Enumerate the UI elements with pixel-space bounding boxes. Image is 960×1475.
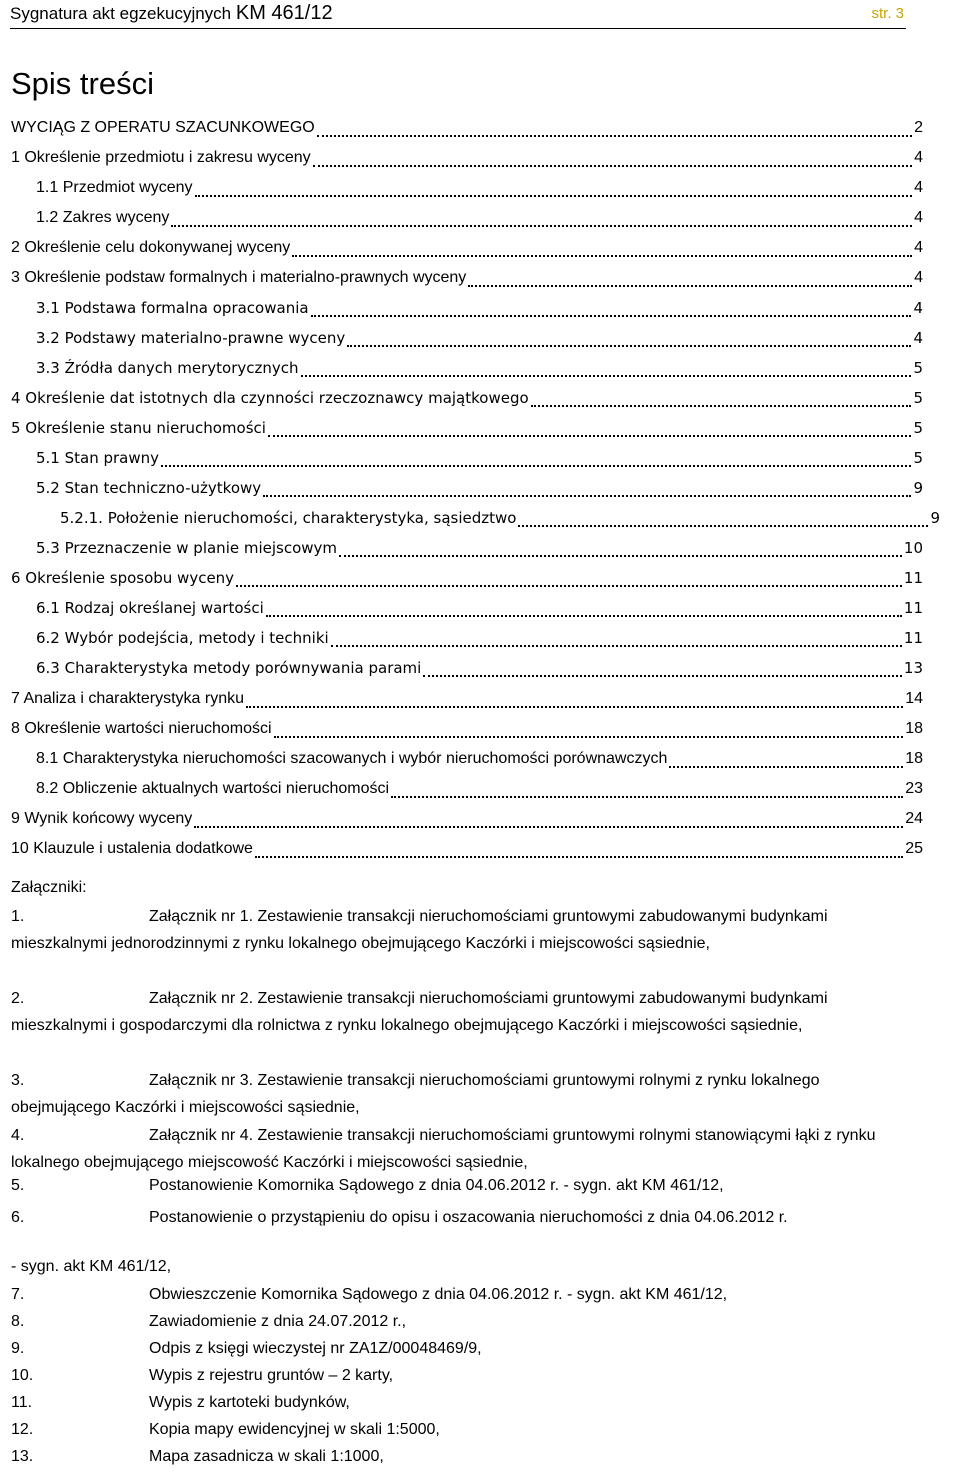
toc-entry[interactable] — [36, 539, 923, 563]
toc-entry[interactable] — [11, 840, 923, 864]
toc-entry-label: 5.1 Stan prawny — [36, 449, 160, 467]
attachment-text: Postanowienie o przystąpieniu do opisu i oszacowania nieruchomości z dnia 04.06.2012 r. — [149, 1209, 788, 1226]
header-case-number: KM 461/12 — [235, 2, 333, 24]
toc-entry-page: 5 — [913, 389, 923, 407]
toc-dot-leader — [468, 285, 912, 287]
toc-entry-label: 8 Określenie wartości nieruchomości — [11, 720, 272, 737]
toc-entry-label: 8.2 Obliczenie aktualnych wartości nieruchomości — [36, 780, 390, 797]
attachment-item — [11, 1367, 393, 1385]
attachment-text: Wypis z rejestru gruntów – 2 karty, — [149, 1367, 394, 1384]
attachment-text: Wypis z kartoteki budynków, — [149, 1394, 350, 1411]
attachment-item — [11, 1340, 482, 1358]
attachment-item — [11, 1394, 350, 1412]
toc-dot-leader — [263, 495, 911, 497]
attachment-text: Załącznik nr 1. Zestawienie transakcji nieruchomościami gruntowymi zabudowanymi budynkami mieszkalnymi jednorodzinnymi z rynku lokalnego obejmującego Kaczórki i miejscowości sąsiednie, — [11, 908, 828, 953]
toc-dot-leader — [274, 736, 904, 738]
toc-entry-label: 2 Określenie celu dokonywanej wyceny — [11, 239, 291, 256]
toc-entry[interactable] — [11, 720, 923, 744]
toc-entry-page: 4 — [913, 329, 923, 347]
toc-entry-label: 1.2 Zakres wyceny — [36, 209, 170, 226]
header-signature-text: Sygnatura akt egzekucyjnych — [10, 4, 232, 23]
toc-dot-leader — [423, 675, 902, 677]
toc-entry-label: 1.1 Przedmiot wyceny — [36, 179, 193, 196]
toc-dot-leader — [311, 315, 912, 317]
toc-entry[interactable] — [36, 750, 923, 774]
attachment-item — [11, 1067, 911, 1122]
attachment-number: 13. — [11, 1448, 34, 1465]
toc-entry-page: 23 — [905, 780, 923, 797]
toc-entry-label: 4 Określenie dat istotnych dla czynności rzeczoznawcy majątkowego — [11, 389, 529, 407]
toc-dot-leader — [255, 856, 903, 858]
toc-entry-page: 5 — [913, 449, 923, 467]
toc-entry[interactable] — [36, 209, 923, 233]
toc-entry[interactable] — [36, 479, 923, 503]
attachment-text: Mapa zasadnicza w skali 1:1000, — [149, 1448, 384, 1465]
toc-entry[interactable] — [11, 419, 923, 443]
toc-entry-label: 6.2 Wybór podejścia, metody i techniki — [36, 629, 329, 647]
toc-entry-page: 5 — [913, 359, 923, 377]
attachment-number: 6. — [11, 1209, 25, 1226]
attachment-text: Postanowienie Komornika Sądowego z dnia 04.06.2012 r. - sygn. akt KM 461/12, — [149, 1177, 724, 1194]
toc-entry[interactable] — [11, 239, 923, 263]
attachment-text: Obwieszczenie Komornika Sądowego z dnia 04.06.2012 r. - sygn. akt KM 461/12, — [149, 1286, 728, 1303]
attachment-item — [11, 1421, 440, 1439]
toc-entry[interactable] — [36, 449, 923, 473]
attachment-text: Załącznik nr 3. Zestawienie transakcji nieruchomościami gruntowymi rolnymi z rynku lokalnego obejmującego Kaczórki i miejscowości sąsiednie, — [11, 1072, 820, 1117]
toc-entry-page: 24 — [905, 810, 923, 827]
page-header — [10, 0, 906, 29]
toc-entry-label: 8.1 Charakterystyka nieruchomości szacowanych i wybór nieruchomości porównawczych — [36, 750, 668, 767]
toc-entry[interactable] — [11, 569, 923, 593]
attachment-item — [11, 1177, 724, 1195]
toc-dot-leader — [347, 345, 911, 347]
toc-entry-label: 6 Określenie sposobu wyceny — [11, 569, 235, 587]
attachment-text: Zawiadomienie z dnia 24.07.2012 r., — [149, 1313, 407, 1330]
toc-entry[interactable] — [11, 119, 923, 143]
toc-entry-page: 5 — [913, 419, 923, 437]
page-title: Spis treści — [11, 66, 154, 101]
attachment-number: 1. — [11, 908, 25, 925]
toc-entry[interactable] — [11, 149, 923, 173]
toc-entry[interactable] — [11, 690, 923, 714]
attachment-text: Załącznik nr 2. Zestawienie transakcji nieruchomościami gruntowymi zabudowanymi budynkami mieszkalnymi i gospodarczymi dla rolnictwa z rynku lokalnego obejmującego Kaczórki i miejscowości sąsiednie, — [11, 990, 828, 1035]
toc-entry-page: 4 — [914, 269, 923, 286]
toc-entry-page: 9 — [913, 479, 923, 497]
attachment-number: 7. — [11, 1286, 25, 1303]
toc-entry-page: 4 — [914, 179, 923, 196]
toc-entry-label: 1 Określenie przedmiotu i zakresu wyceny — [11, 149, 311, 166]
toc-entry-label: 5 Określenie stanu nieruchomości — [11, 419, 266, 437]
attachment-number: 12. — [11, 1421, 34, 1438]
toc-entry-label: 5.2 Stan techniczno-użytkowy — [36, 479, 262, 497]
toc-entry-page: 9 — [930, 509, 940, 527]
toc-entry-page: 13 — [903, 659, 923, 677]
attachment-number: 5. — [11, 1177, 25, 1194]
toc-entry-label: 6.1 Rodzaj określanej wartości — [36, 599, 264, 617]
toc-entry-label: 5.3 Przeznaczenie w planie miejscowym — [36, 539, 338, 557]
toc-dot-leader — [669, 766, 903, 768]
toc-entry[interactable] — [36, 629, 923, 653]
attachment-number: 9. — [11, 1340, 25, 1357]
toc-entry-label: 3.1 Podstawa formalna opracowania — [36, 299, 309, 317]
toc-entry[interactable] — [36, 299, 923, 323]
toc-dot-leader — [161, 465, 911, 467]
toc-entry[interactable] — [36, 780, 923, 804]
toc-entry-page: 4 — [913, 299, 923, 317]
toc-dot-leader — [194, 826, 903, 828]
toc-entry-page: 18 — [905, 720, 923, 737]
toc-entry-page: 14 — [905, 690, 923, 707]
attachment-item — [11, 1313, 406, 1331]
toc-dot-leader — [331, 645, 902, 647]
toc-dot-leader — [266, 615, 902, 617]
toc-entry-page: 10 — [903, 539, 923, 557]
attachment-text: - sygn. akt KM 461/12, — [11, 1258, 172, 1275]
toc-entry-page: 18 — [905, 750, 923, 767]
toc-entry-label: 3 Określenie podstaw formalnych i materialno-prawnych wyceny — [11, 269, 467, 286]
attachments-heading: Załączniki: — [11, 879, 87, 896]
attachment-item — [11, 1448, 384, 1466]
toc-dot-leader — [246, 706, 903, 708]
toc-dot-leader — [292, 255, 912, 257]
attachment-item — [11, 1122, 911, 1177]
attachment-item — [11, 903, 911, 958]
header-signature — [10, 2, 333, 25]
attachment-number: 4. — [11, 1127, 25, 1144]
toc-entry-page: 4 — [914, 209, 923, 226]
toc-entry-label: 9 Wynik końcowy wyceny — [11, 810, 193, 827]
toc-dot-leader — [171, 225, 912, 227]
toc-entry-label: 10 Klauzule i ustalenia dodatkowe — [11, 840, 253, 857]
attachment-number: 10. — [11, 1367, 34, 1384]
toc-entry[interactable] — [36, 329, 923, 353]
toc-dot-leader — [531, 405, 912, 407]
toc-dot-leader — [313, 165, 912, 167]
toc-entry-label: 3.3 Źródła danych merytorycznych — [36, 359, 299, 377]
toc-entry-page: 11 — [903, 599, 923, 617]
attachment-text: Załącznik nr 4. Zestawienie transakcji nieruchomościami gruntowymi rolnymi stanowiącymi łąki z rynku lokalnego obejmującego miejscowość Kaczórki i miejscowości sąsiednie, — [11, 1127, 876, 1172]
toc-entry[interactable] — [11, 810, 923, 834]
toc-entry-page: 11 — [903, 629, 923, 647]
attachment-number: 11. — [11, 1394, 33, 1411]
toc-entry[interactable] — [36, 179, 923, 203]
toc-dot-leader — [236, 585, 902, 587]
toc-entry[interactable] — [36, 599, 923, 623]
toc-entry[interactable] — [36, 359, 923, 383]
toc-dot-leader — [301, 375, 912, 377]
toc-entry-label: WYCIĄG Z OPERATU SZACUNKOWEGO — [11, 119, 315, 136]
toc-dot-leader — [339, 555, 902, 557]
attachment-number: 2. — [11, 990, 25, 1007]
toc-dot-leader — [317, 135, 912, 137]
toc-entry[interactable] — [60, 509, 940, 533]
attachment-number: 3. — [11, 1072, 25, 1089]
toc-entry-label: 5.2.1. Położenie nieruchomości, charakterystyka, sąsiedztwo — [60, 509, 517, 527]
toc-entry-label: 6.3 Charakterystyka metody porównywania parami — [36, 659, 422, 677]
header-page-number: str. 3 — [871, 5, 904, 22]
attachment-item — [11, 985, 911, 1040]
toc-dot-leader — [268, 435, 912, 437]
toc-entry-label: 3.2 Podstawy materialno-prawne wyceny — [36, 329, 346, 347]
toc-entry-page: 4 — [914, 239, 923, 256]
toc-entry-page: 4 — [914, 149, 923, 166]
attachment-text: Odpis z księgi wieczystej nr ZA1Z/00048469/9, — [149, 1340, 482, 1357]
toc-dot-leader — [195, 195, 913, 197]
attachment-item — [11, 1258, 171, 1276]
toc-entry-page: 25 — [905, 840, 923, 857]
toc-entry-label: 7 Analiza i charakterystyka rynku — [11, 690, 244, 707]
toc-entry[interactable] — [36, 659, 923, 683]
attachment-item — [11, 1204, 911, 1231]
toc-entry-page: 11 — [903, 569, 923, 587]
toc-dot-leader — [518, 525, 928, 527]
attachment-text: Kopia mapy ewidencyjnej w skali 1:5000, — [149, 1421, 440, 1438]
attachment-number: 8. — [11, 1313, 25, 1330]
toc-entry-page: 2 — [914, 119, 923, 136]
toc-dot-leader — [391, 796, 903, 798]
toc-entry[interactable] — [11, 269, 923, 293]
attachment-item — [11, 1286, 727, 1304]
toc-entry[interactable] — [11, 389, 923, 413]
